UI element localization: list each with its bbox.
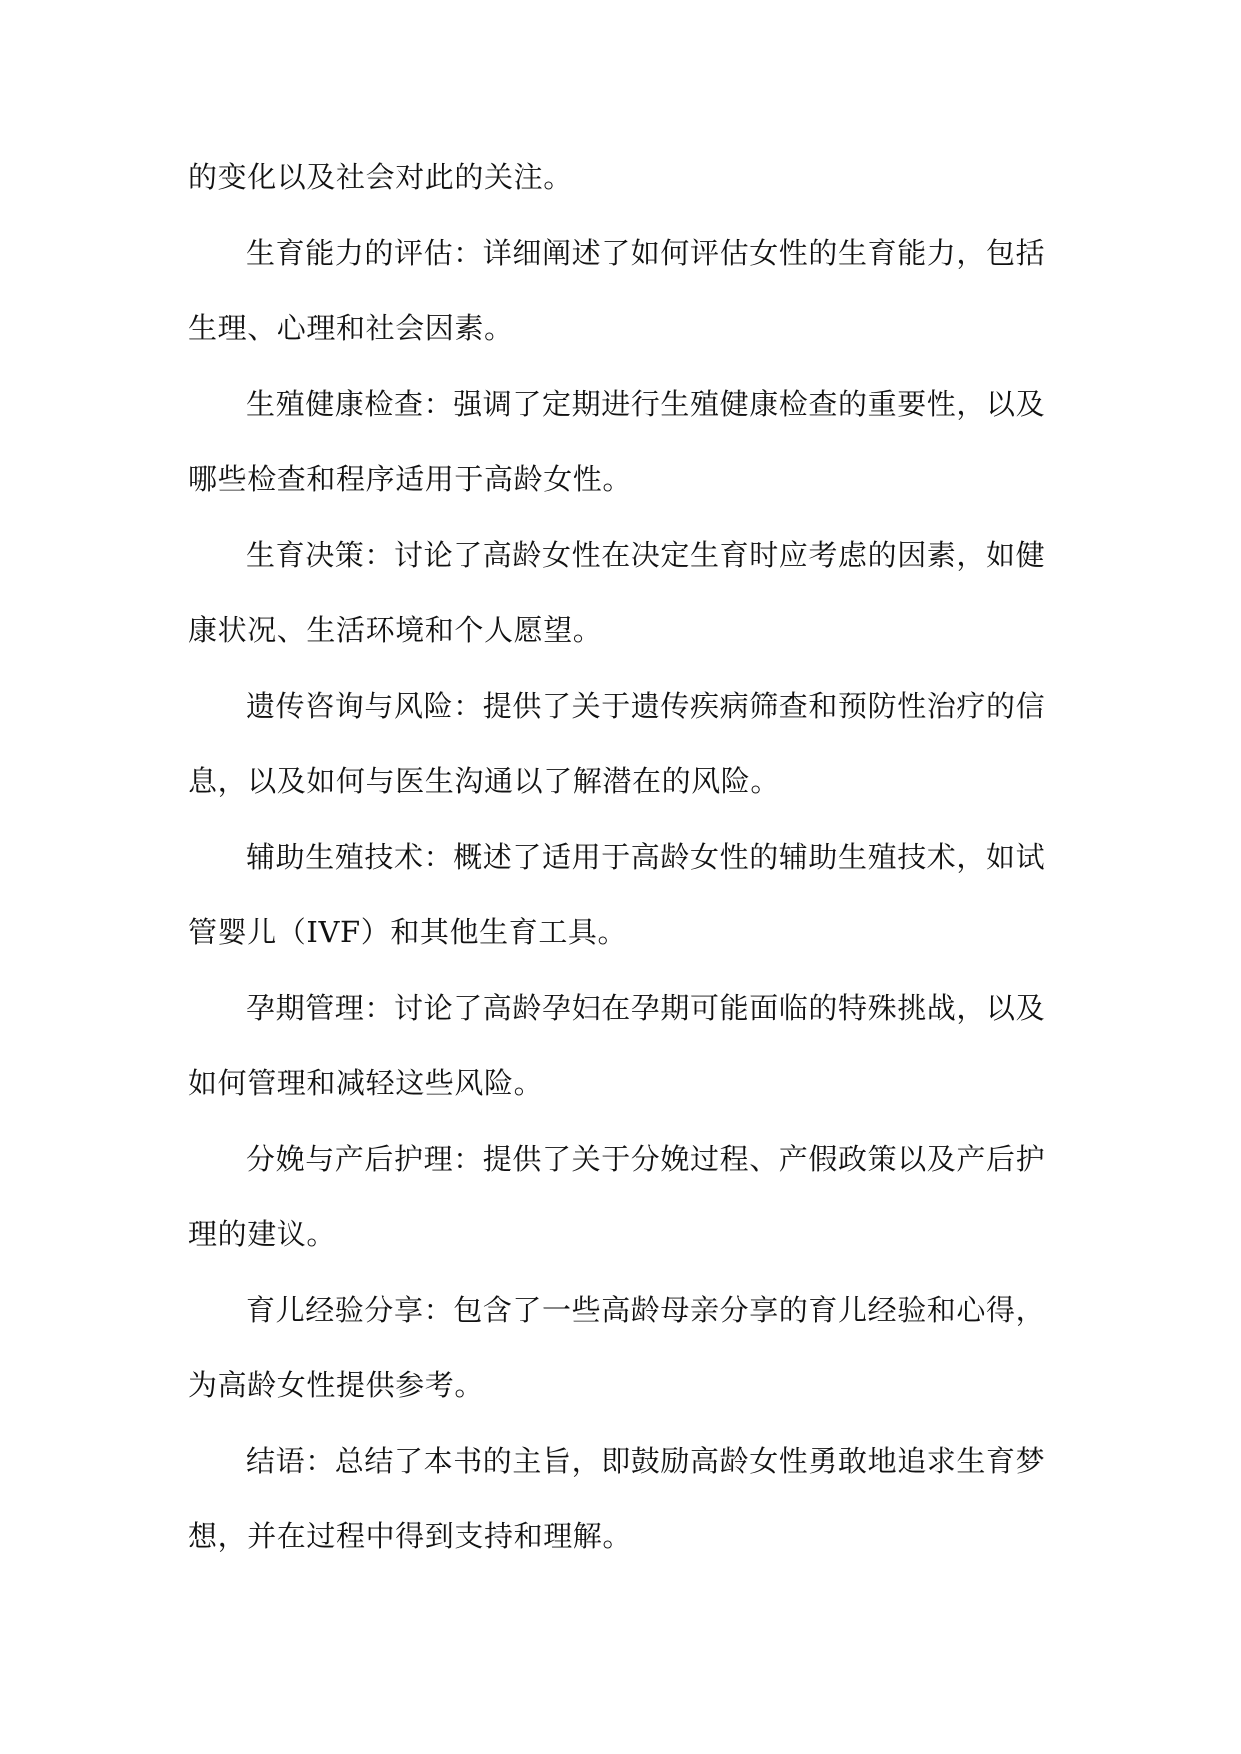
paragraph-assisted-reproduction: 辅助生殖技术：概述了适用于高龄女性的辅助生殖技术，如试管婴儿（IVF）和其他生育工具。 xyxy=(188,839,1046,949)
paragraph-fertility-assessment: 生育能力的评估：详细阐述了如何评估女性的生育能力，包括生理、心理和社会因素。 xyxy=(188,235,1046,345)
paragraph-parenting-experience: 育儿经验分享：包含了一些高龄母亲分享的育儿经验和心得，为高龄女性提供参考。 xyxy=(188,1292,1046,1402)
paragraph-conclusion: 结语：总结了本书的主旨，即鼓励高龄女性勇敢地追求生育梦想，并在过程中得到支持和理解。 xyxy=(188,1443,1046,1553)
paragraph-fertility-decision: 生育决策：讨论了高龄女性在决定生育时应考虑的因素，如健康状况、生活环境和个人愿望。 xyxy=(188,537,1046,647)
paragraph-pregnancy-management: 孕期管理：讨论了高龄孕妇在孕期可能面临的特殊挑战，以及如何管理和减轻这些风险。 xyxy=(188,990,1046,1100)
document-body xyxy=(188,140,1058,1575)
paragraph-reproductive-health-check: 生殖健康检查：强调了定期进行生殖健康检查的重要性，以及哪些检查和程序适用于高龄女性。 xyxy=(188,386,1046,496)
paragraph-continuation: 的变化以及社会对此的关注。 xyxy=(188,160,573,194)
paragraph-delivery-postpartum: 分娩与产后护理：提供了关于分娩过程、产假政策以及产后护理的建议。 xyxy=(188,1141,1046,1251)
paragraph-genetic-counseling: 遗传咨询与风险：提供了关于遗传疾病筛查和预防性治疗的信息，以及如何与医生沟通以了解潜在的风险。 xyxy=(188,688,1046,798)
